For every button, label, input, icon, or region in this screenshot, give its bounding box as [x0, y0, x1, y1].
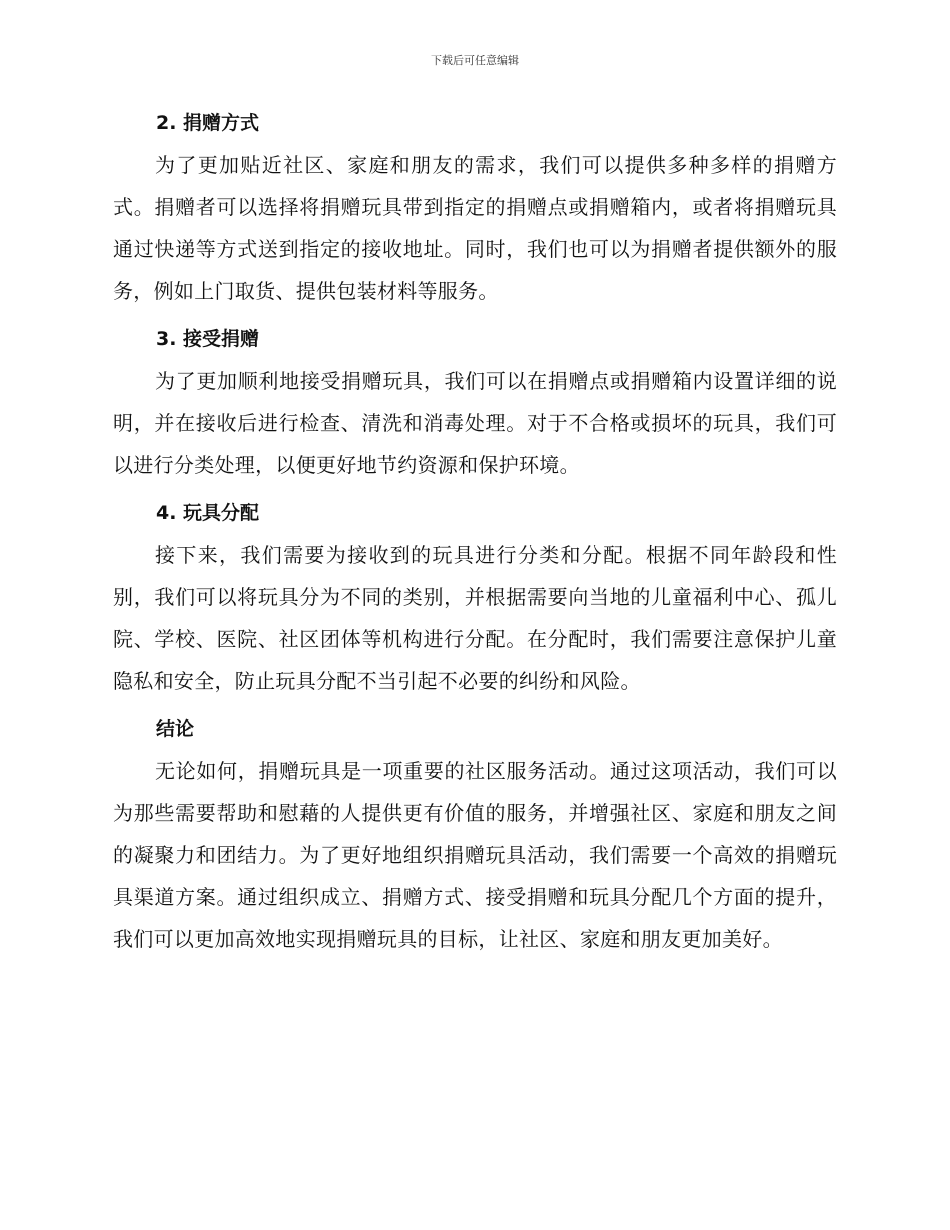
- section-paragraph-conclusion: 无论如何，捐赠玩具是一项重要的社区服务活动。通过这项活动，我们可以为那些需要帮助和慰藉的人提供更有价值的服务，并增强社区、家庭和朋友之间的凝聚力和团结力。为了更好地组织捐赠玩具活动，我们需要一个高效的捐赠玩具渠道方案。通过组织成立、捐赠方式、接受捐赠和玩具分配几个方面的提升，我们可以更加高效地实现捐赠玩具的目标，让社区、家庭和朋友更加美好。: [113, 759, 837, 951]
- page-header-note: 下载后可任意编辑: [431, 54, 519, 67]
- section-paragraph-toy-distribution: 接下来，我们需要为接收到的玩具进行分类和分配。根据不同年龄段和性别，我们可以将玩具分为不同的类别，并根据需要向当地的儿童福利中心、孤儿院、学校、医院、社区团体等机构进行分配。在分配时，我们需要注意保护儿童隐私和安全，防止玩具分配不当引起不必要的纠纷和风险。: [113, 543, 837, 693]
- section-paragraph-donation-methods: 为了更加贴近社区、家庭和朋友的需求，我们可以提供多种多样的捐赠方式。捐赠者可以选择将捐赠玩具带到指定的捐赠点或捐赠箱内，或者将捐赠玩具通过快递等方式送到指定的接收地址。同时，我们也可以为捐赠者提供额外的服务，例如上门取货、提供包装材料等服务。: [113, 153, 837, 303]
- section-heading-accept-donations: 3. 接受捐赠: [156, 328, 260, 350]
- section-heading-toy-distribution: 4. 玩具分配: [156, 502, 260, 524]
- document-body: [113, 110, 837, 960]
- section-heading-conclusion: 结论: [156, 718, 195, 740]
- section-heading-donation-methods: 2. 捐赠方式: [156, 112, 260, 134]
- section-paragraph-accept-donations: 为了更加顺利地接受捐赠玩具，我们可以在捐赠点或捐赠箱内设置详细的说明，并在接收后进行检查、清洗和消毒处理。对于不合格或损坏的玩具，我们可以进行分类处理，以便更好地节约资源和保护环境。: [113, 369, 837, 477]
